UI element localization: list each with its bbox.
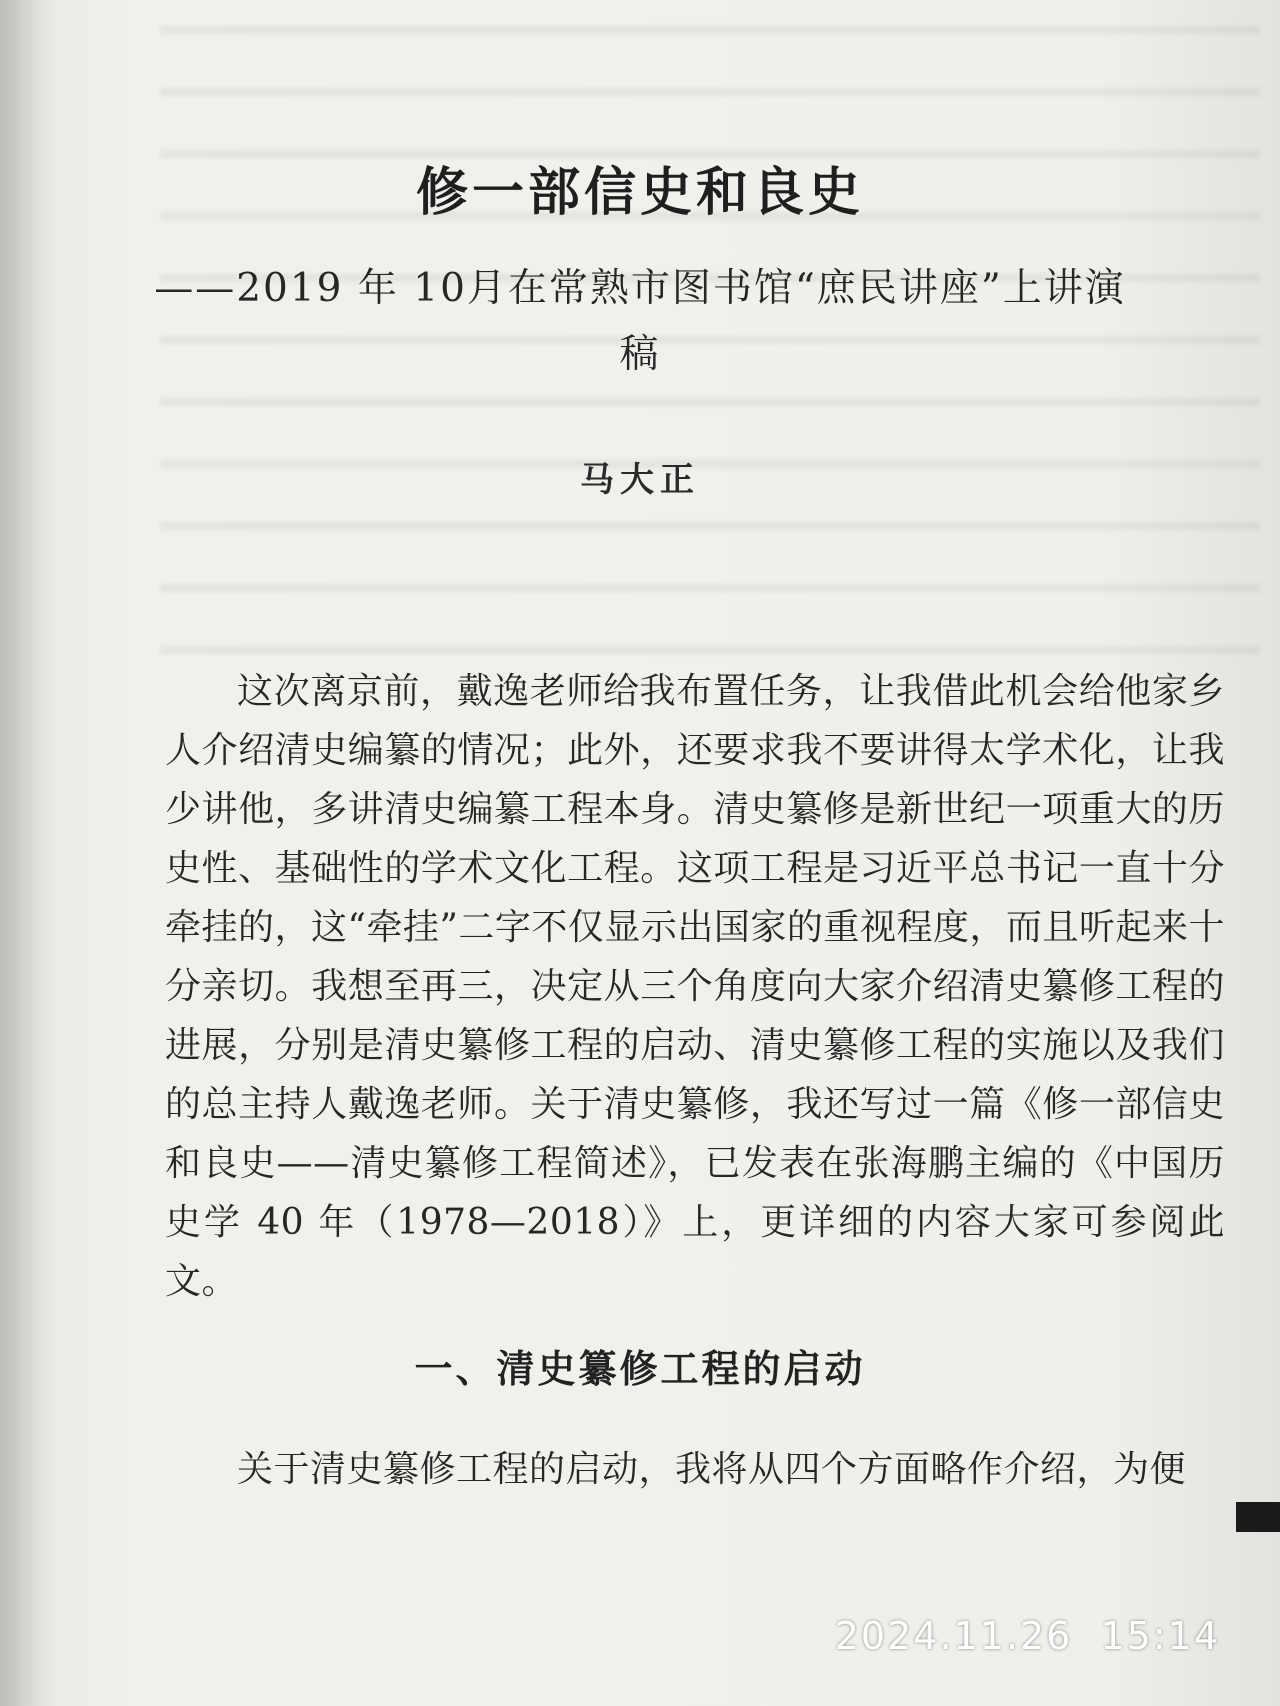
section-paragraph: 关于清史纂修工程的启动，我将从四个方面略作介绍，为便 — [237, 1449, 1187, 1490]
body-paragraph: 这次离京前，戴逸老师给我布置任务，让我借此机会给他家乡人介绍清史编纂的情况；此外，还要求我不要讲得太学术化，让我少讲他，多讲清史编纂工程本身。清史纂修是新世纪一项重大的历史性、基础性的学术文化工程。这项工程是习近平总书记一直十分牵挂的，这“牵挂”二字不仅显示出国家的重视程度，而且听起来十分亲切。我想至再三，决定从三个角度向大家介绍清史纂修工程的进展，分别是清史纂修工程的启动、清史纂修工程的实施以及我们的总主持人戴逸老师。关于清史纂修，我还写过一篇《修一部信史和良史——清史纂修工程简述》，已发表在张海鹏主编的《中国历史学 40 年（1978—2018）》上，更详细的内容大家可参阅此文。 — [165, 671, 1225, 1302]
article-subtitle: ——2019 年 10月在常熟市图书馆“庶民讲座”上讲演稿 — [154, 266, 1126, 377]
page-edge-marker — [1236, 1502, 1280, 1532]
section-body — [165, 1440, 1225, 1499]
photo-timestamp: 2024.11.26 15:14 — [834, 1614, 1220, 1658]
article-author: 马大正 — [580, 460, 700, 500]
page-gutter-shadow — [0, 0, 60, 1706]
article-title: 修一部信史和良史 — [415, 162, 864, 223]
section-heading: 一、清史纂修工程的启动 — [414, 1346, 866, 1391]
article-body — [165, 662, 1225, 1311]
